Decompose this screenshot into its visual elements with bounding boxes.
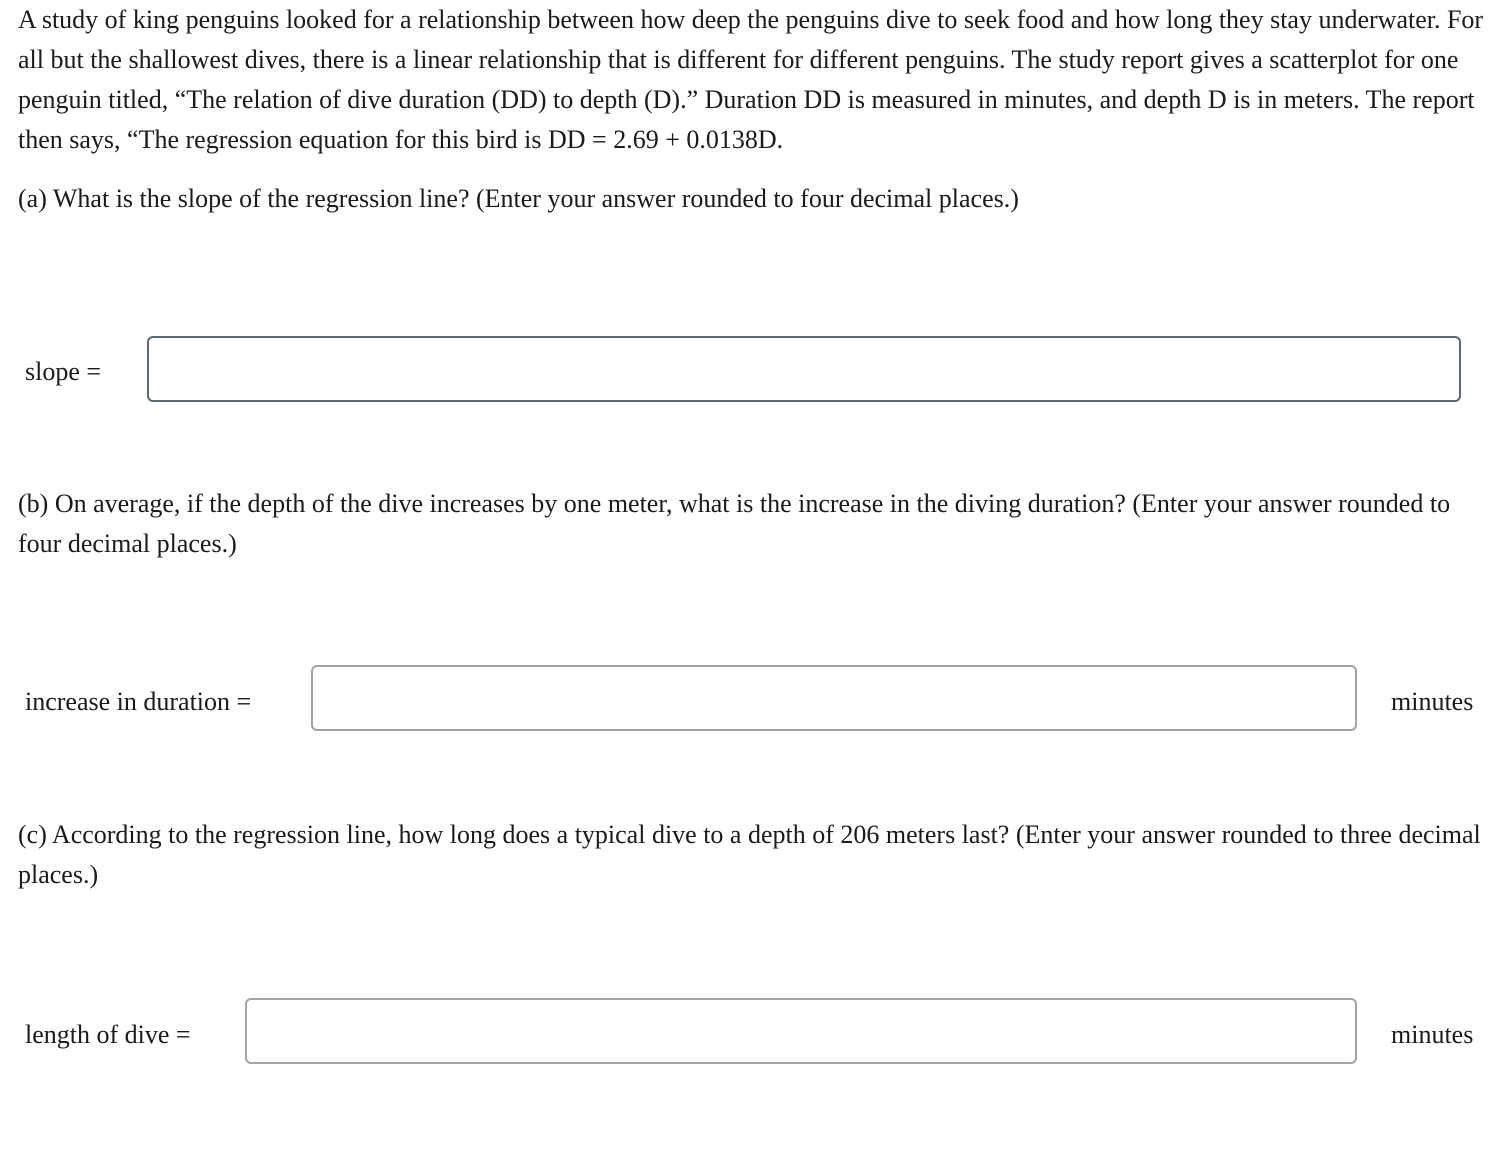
- question-a: (a) What is the slope of the regression line? (Enter your answer rounded to four decimal places.): [18, 184, 1019, 213]
- length-of-dive-input[interactable]: [245, 998, 1357, 1064]
- question-c: (c) According to the regression line, how long does a typical dive to a depth of 206 meters last? (Enter your answer rounded to three decimal places.): [18, 820, 1481, 889]
- length-unit-label: minutes: [1391, 1020, 1474, 1049]
- increase-unit-label: minutes: [1391, 687, 1474, 716]
- problem-intro: A study of king penguins looked for a relationship between how deep the penguins dive to seek food and how long they stay underwater. For all but the shallowest dives, there is a linear relationship that is different for different penguins. The study report gives a scatterplot for one penguin titled, “The relation of dive duration (DD) to depth (D).” Duration DD is measured in minutes, and depth D is in meters. The report then says, “The regression equation for this bird is DD = 2.69 + 0.0138D.: [18, 5, 1484, 154]
- question-b: (b) On average, if the depth of the dive increases by one meter, what is the increase in the diving duration? (Enter your answer rounded to four decimal places.): [18, 489, 1451, 558]
- increase-in-duration-input[interactable]: [311, 665, 1357, 731]
- slope-label: slope =: [25, 357, 102, 386]
- increase-in-duration-label: increase in duration =: [25, 687, 252, 716]
- slope-input[interactable]: [147, 336, 1461, 402]
- length-of-dive-label: length of dive =: [25, 1020, 191, 1049]
